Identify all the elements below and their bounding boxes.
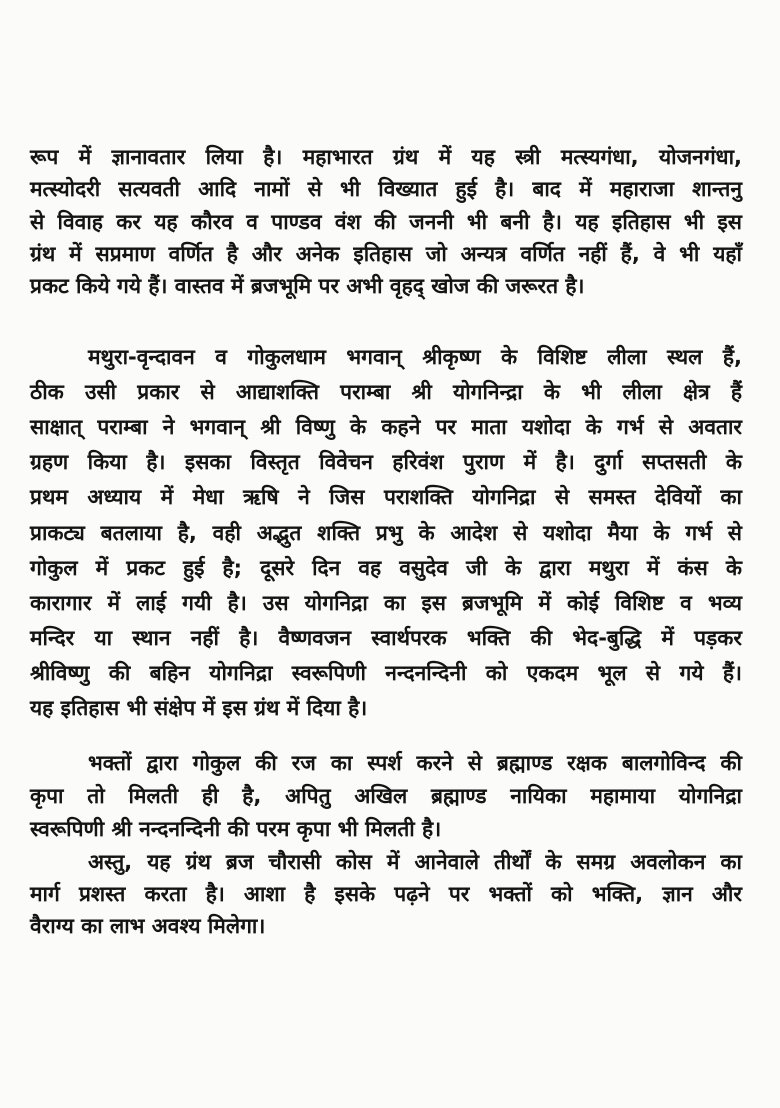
text-line: मत्स्योदरी सत्यवती आदि नामों से भी विख्यात हुई है। बाद में महाराजा शान्तनु — [30, 177, 742, 202]
text-line: मन्दिर या स्थान नहीं है। वैष्णवजन स्वार्थपरक भक्ति की भेद-बुद्धि में पड़कर — [30, 625, 742, 650]
text-line: स्वरूपिणी श्री नन्दनन्दिनी की परम कृपा भी मिलती है। — [30, 817, 442, 841]
text-line: साक्षात् पराम्बा ने भगवान् श्री विष्णु के कहने पर माता यशोदा के गर्भ से अवतार — [30, 415, 742, 440]
text-line: से विवाह कर यह कौरव व पाण्डव वंश की जननी भी बनी है। यह इतिहास भी इस — [30, 209, 742, 234]
text-line: भक्तों द्वारा गोकुल की रज का स्पर्श करने से ब्रह्माण्ड रक्षक बालगोविन्द की — [88, 751, 742, 775]
text-line: प्रकट किये गये हैं। वास्तव में ब्रजभूमि पर अभी वृहद् खोज की जरूरत है। — [30, 274, 585, 299]
text-line: यह इतिहास भी संक्षेप में इस ग्रंथ में दिया है। — [30, 696, 368, 720]
text-line: अस्तु, यह ग्रंथ ब्रज चौरासी कोस में आनेवाले तीर्थों के समग्र अवलोकन का — [88, 850, 742, 874]
text-line: कारागार में लाई गयी है। उस योगनिद्रा का इस ब्रजभूमि में कोई विशिष्ट व भव्य — [30, 590, 742, 615]
text-line: प्राकट्य बतलाया है, वही अद्भुत शक्ति प्रभु के आदेश से यशोदा मैया के गर्भ से — [30, 520, 742, 545]
text-line: कृपा तो मिलती ही है, अपितु अखिल ब्रह्माण्ड नायिका महामाया योगनिद्रा — [30, 784, 742, 808]
text-line: रूप में ज्ञानावतार लिया है। महाभारत ग्रंथ में यह स्त्री मत्स्यगंधा, योजनगंधा, — [30, 145, 742, 169]
text-line: ठीक उसी प्रकार से आद्याशक्ति पराम्बा श्री योगनिन्द्रा के भी लीला क्षेत्र हैं — [30, 380, 742, 405]
text-line: गोकुल में प्रकट हुई है; दूसरे दिन वह वसुदेव जी के द्वारा मथुरा में कंस के — [30, 555, 742, 580]
text-line: ग्रंथ में सप्रमाण वर्णित है और अनेक इतिहास जो अन्यत्र वर्णित नहीं हैं, वे भी यहाँ — [30, 241, 742, 266]
text-line: वैराग्य का लाभ अवश्य मिलेगा। — [30, 914, 266, 938]
text-line: श्रीविष्णु की बहिन योगनिद्रा स्वरूपिणी नन्दनन्दिनी को एकदम भूल से गये हैं। — [30, 660, 742, 685]
text-line: ग्रहण किया है। इसका विस्तृत विवेचन हरिवंश पुराण में है। दुर्गा सप्तसती के — [30, 450, 742, 475]
text-line: मथुरा-वृन्दावन व गोकुलधाम भगवान् श्रीकृष्ण के विशिष्ट लीला स्थल हैं, — [88, 345, 742, 369]
text-line: प्रथम अध्याय में मेधा ऋषि ने जिस पराशक्ति योगनिद्रा से समस्त देवियों का — [30, 485, 742, 510]
text-line: मार्ग प्रशस्त करता है। आशा है इसके पढ़ने पर भक्तों को भक्ति, ज्ञान और — [30, 882, 742, 906]
